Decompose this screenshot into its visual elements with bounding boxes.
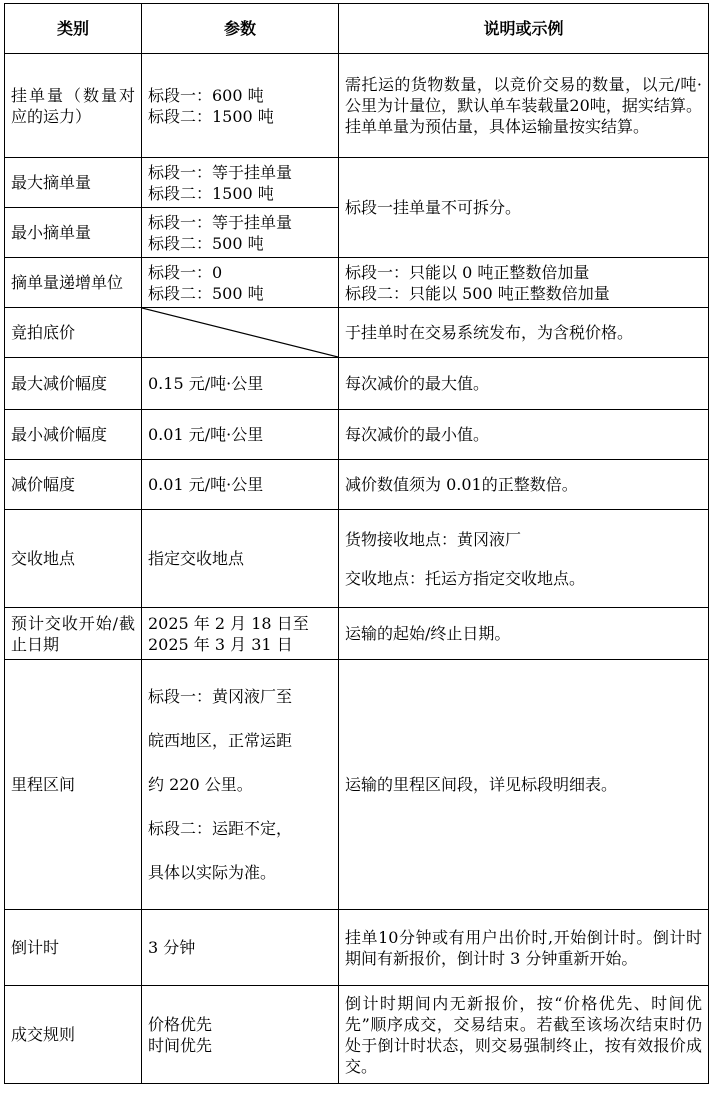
category-cell: 交收地点	[5, 510, 142, 608]
desc-cell: 货物接收地点：黄冈液厂 交收地点：托运方指定交收地点。	[339, 510, 709, 608]
desc-cell-merged: 标段一挂单量不可拆分。	[339, 158, 709, 258]
header-category: 类别	[5, 4, 142, 54]
table-row	[5, 258, 709, 308]
table-row	[5, 986, 709, 1084]
param-cell: 标段一：600 吨 标段二：1500 吨	[142, 54, 339, 158]
desc-cell: 运输的里程区间段，详见标段明细表。	[339, 660, 709, 910]
desc-cell: 于挂单时在交易系统发布，为含税价格。	[339, 308, 709, 358]
table-row	[5, 510, 709, 608]
category-cell: 摘单量递增单位	[5, 258, 142, 308]
desc-cell: 每次减价的最大值。	[339, 358, 709, 410]
category-cell: 最小减价幅度	[5, 410, 142, 460]
category-cell: 最小摘单量	[5, 208, 142, 258]
param-cell: 标段一：黄冈液厂至 皖西地区，正常运距 约 220 公里。 标段二：运距不定， 具体以实际为准。	[142, 660, 339, 910]
desc-cell: 减价数值须为 0.01的正整数倍。	[339, 460, 709, 510]
desc-cell: 运输的起始/终止日期。	[339, 608, 709, 660]
desc-cell: 倒计时期间内无新报价，按“价格优先、时间优先”顺序成交，交易结束。若截至该场次结束时仍处于倒计时状态，则交易强制终止，按有效报价成交。	[339, 986, 709, 1084]
diagonal-line	[142, 308, 338, 357]
category-cell: 成交规则	[5, 986, 142, 1084]
category-cell: 挂单量（数量对应的运力）	[5, 54, 142, 158]
param-cell: 2025 年 2 月 18 日至 2025 年 3 月 31 日	[142, 608, 339, 660]
desc-cell: 挂单10分钟或有用户出价时,开始倒计时。倒计时期间有新报价，倒计时 3 分钟重新开始。	[339, 910, 709, 986]
category-cell: 倒计时	[5, 910, 142, 986]
category-cell: 竟拍底价	[5, 308, 142, 358]
table-row	[5, 54, 709, 158]
category-cell: 减价幅度	[5, 460, 142, 510]
header-param: 参数	[142, 4, 339, 54]
param-cell: 指定交收地点	[142, 510, 339, 608]
table-row	[5, 910, 709, 986]
category-cell: 最大摘单量	[5, 158, 142, 208]
diagonal-empty-cell	[142, 308, 339, 358]
category-cell: 预计交收开始/截止日期	[5, 608, 142, 660]
category-cell: 最大减价幅度	[5, 358, 142, 410]
header-desc: 说明或示例	[339, 4, 709, 54]
table-row	[5, 608, 709, 660]
table-header-row	[5, 4, 709, 54]
param-cell: 标段一：等于挂单量 标段二：500 吨	[142, 208, 339, 258]
table-row	[5, 158, 709, 208]
table-row	[5, 308, 709, 358]
param-cell: 0.15 元/吨·公里	[142, 358, 339, 410]
table-row	[5, 660, 709, 910]
param-cell: 0.01 元/吨·公里	[142, 460, 339, 510]
table-row	[5, 410, 709, 460]
param-cell: 3 分钟	[142, 910, 339, 986]
param-cell: 标段一：0 标段二：500 吨	[142, 258, 339, 308]
param-cell: 0.01 元/吨·公里	[142, 410, 339, 460]
param-cell: 价格优先 时间优先	[142, 986, 339, 1084]
table-row	[5, 460, 709, 510]
param-cell: 标段一：等于挂单量 标段二：1500 吨	[142, 158, 339, 208]
desc-cell: 需托运的货物数量，以竞价交易的数量，以元/吨·公里为计量位，默认单车装载量20吨，据实结算。挂单单量为预估量，具体运输量按实结算。	[339, 54, 709, 158]
category-cell: 里程区间	[5, 660, 142, 910]
table-row	[5, 358, 709, 410]
desc-cell: 每次减价的最小值。	[339, 410, 709, 460]
spec-table	[4, 3, 709, 1084]
desc-cell: 标段一：只能以 0 吨正整数倍加量 标段二：只能以 500 吨正整数倍加量	[339, 258, 709, 308]
